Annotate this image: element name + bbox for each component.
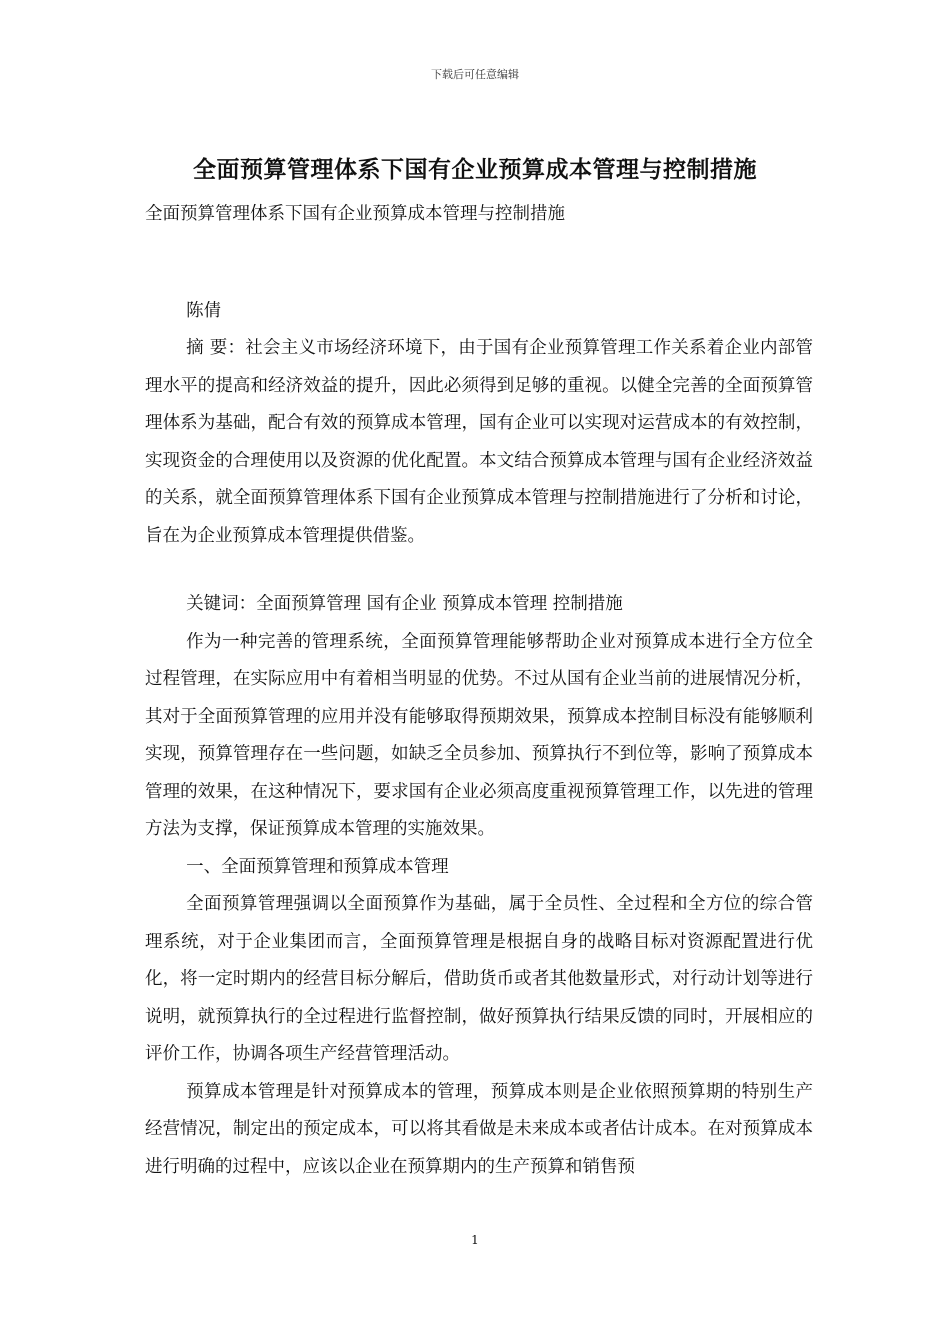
spacer: [145, 555, 813, 586]
author-name: 陈倩: [186, 300, 222, 321]
body-paragraph: 全面预算管理强调以全面预算作为基础，属于全员性、全过程和全方位的综合管理系统，对于企业集团而言，全面预算管理是根据自身的战略目标对资源配置进行优化，将一定时期内的经营目标分解后，借助货币或者其他数量形式，对行动计划等进行说明，就预算执行的全过程进行监督控制，做好预算执行结果反馈的同时，开展相应的评价工作，协调各项生产经营管理活动。: [145, 894, 813, 1064]
document-body: [145, 196, 813, 1186]
page-number: 1: [471, 1233, 479, 1247]
download-note: 下载后可任意编辑: [431, 68, 519, 81]
body-paragraph: 预算成本管理是针对预算成本的管理，预算成本则是企业依照预算期的特别生产经营情况，制定出的预定成本，可以将其看做是未来成本或者估计成本。在对预算成本进行明确的过程中，应该以企业在预算期内的生产预算和销售预: [145, 1081, 813, 1177]
spacer: [145, 234, 813, 271]
intro-paragraph: 作为一种完善的管理系统，全面预算管理能够帮助企业对预算成本进行全方位全过程管理，在实际应用中有着相当明显的优势。不过从国有企业当前的进展情况分析，其对于全面预算管理的应用并没有能够取得预期效果，预算成本控制目标没有能够顺利实现，预算管理存在一些问题，如缺乏全员参加、预算执行不到位等，影响了预算成本管理的效果，在这种情况下，要求国有企业必须高度重视预算管理工作，以先进的管理方法为支撑，保证预算成本管理的实施效果。: [145, 631, 813, 839]
document-subtitle: 全面预算管理体系下国有企业预算成本管理与控制措施: [145, 204, 565, 224]
abstract-paragraph: 摘 要：社会主义市场经济环境下，由于国有企业预算管理工作关系着企业内部管理水平的提高和经济效益的提升，因此必须得到足够的重视。以健全完善的全面预算管理体系为基础，配合有效的预算成本管理，国有企业可以实现对运营成本的有效控制，实现资金的合理使用以及资源的优化配置。本文结合预算成本管理与国有企业经济效益的关系，就全面预算管理体系下国有企业预算成本管理与控制措施进行了分析和讨论，旨在为企业预算成本管理提供借鉴。: [145, 338, 813, 546]
document-title: 全面预算管理体系下国有企业预算成本管理与控制措施: [193, 157, 757, 183]
section-heading: 一、全面预算管理和预算成本管理: [186, 856, 449, 877]
keywords-line: 关键词：全面预算管理 国有企业 预算成本管理 控制措施: [186, 594, 623, 614]
